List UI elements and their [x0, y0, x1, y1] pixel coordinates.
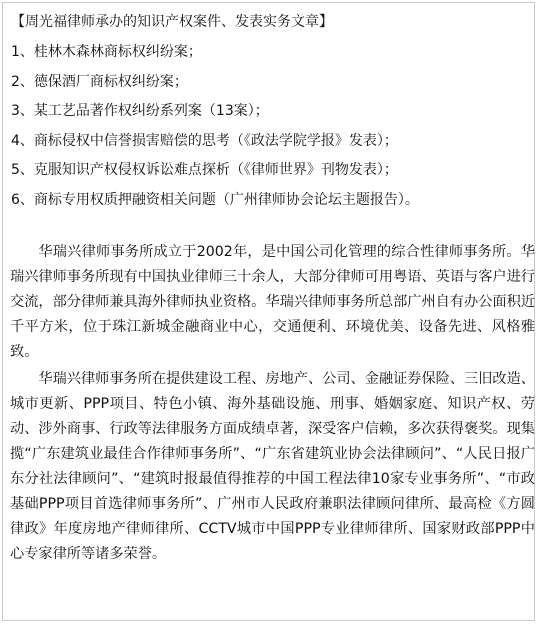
case-item-6: 6、商标专用权质押融资相关问题（广州律师协会论坛主题报告）。 — [11, 191, 419, 208]
case-item-5: 5、克服知识产权侵权诉讼难点探析（《律师世界》刊物发表）； — [11, 162, 398, 179]
case-item-2: 2、德保酒厂商标权纠纷案； — [11, 73, 188, 90]
firm-achievements-paragraph: 华瑞兴律师事务所在提供建设工程、房地产、公司、金融证券保险、三旧改造、城市更新、PPP项目、特色小镇、海外基础设施、刑事、婚姻家庭、知识产权、劳动、涉外商事、行政等法律服务方面成绩卓著，深受客户信赖，多次获得褒奖。现集揽“广东建筑业最佳合作律师事务所”、“广东省建筑业协会法律顾问”、“人民日报广东分社法律顾问”、“建筑时报最值得推荐的中国工程法律10家专业事务所”、“市政基础PPP项目首选律师事务所”、广州市人民政府兼职法律顾问律所、最高检《方圆律政》年度房地产律师律所、CCTV城市中国PPP专业律师律所、国家财政部PPP中心专家律所等诸多荣誉。 — [10, 371, 535, 562]
case-item-1: 1、桂林木森林商标权纠纷案； — [11, 44, 202, 60]
content-frame — [2, 2, 535, 621]
firm-description — [10, 240, 535, 567]
section-heading: 【周光福律师承办的知识产权案件、发表实务文章】 — [11, 14, 333, 30]
case-item-4: 4、商标侵权中信誉损害赔偿的思考（《政法学院学报》发表）； — [11, 132, 398, 149]
case-list — [11, 42, 419, 220]
firm-intro-paragraph: 华瑞兴律师事务所成立于2002年，是中国公司化管理的综合性律师事务所。华瑞兴律师事务所现有中国执业律师三十余人，大部分律师可用粤语、英语与客户进行交流，部分律师兼具海外律师执业资格。华瑞兴律师事务所总部广州自有办公面积近千平方米，位于珠江新城金融商业中心，交通便利、环境优美、设备先进、风格雅致。 — [10, 244, 535, 360]
case-item-3: 3、某工艺品著作权纠纷系列案（13案）； — [11, 103, 269, 120]
